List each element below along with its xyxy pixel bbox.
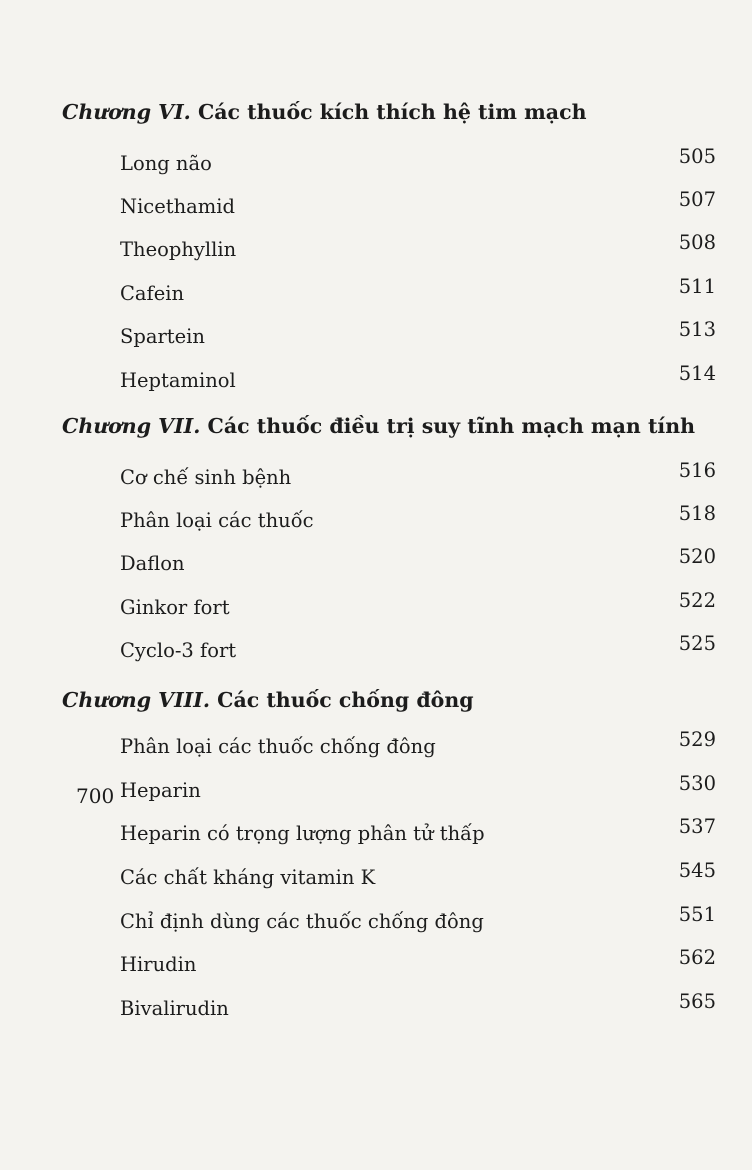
entry-title: Ginkor fort	[120, 596, 230, 619]
chapter-heading	[62, 100, 712, 124]
entry-title: Long não	[120, 152, 212, 175]
entry-title: Cơ chế sinh bệnh	[120, 466, 292, 489]
entry-page: 537	[678, 815, 716, 838]
chapter-title: Các thuốc điều trị suy tĩnh mạch mạn tính	[207, 414, 696, 438]
chapter-title: Các thuốc kích thích hệ tim mạch	[197, 100, 587, 124]
toc-entry	[120, 145, 716, 175]
toc-entry	[120, 990, 716, 1020]
entry-page: 508	[678, 231, 716, 254]
entry-title: Nicethamid	[120, 195, 235, 218]
entry-page: 513	[678, 318, 716, 341]
toc-entry	[120, 946, 716, 976]
chapter-number: Chương VI.	[62, 100, 191, 124]
entry-title: Hirudin	[120, 953, 197, 976]
toc-entry	[120, 589, 716, 619]
entry-page: 522	[678, 589, 716, 612]
entry-title: Các chất kháng vitamin K	[120, 866, 376, 889]
toc-entry	[120, 459, 716, 489]
chapter-title: Các thuốc chống đông	[217, 688, 474, 712]
entry-title: Bivalirudin	[120, 997, 229, 1020]
toc-entry	[120, 632, 716, 662]
entry-page: 551	[678, 903, 716, 926]
toc-entry	[120, 772, 716, 802]
chapter-heading	[62, 688, 712, 712]
toc-entry	[120, 231, 716, 261]
toc-entry	[120, 815, 716, 845]
toc-entry	[120, 859, 716, 889]
entry-title: Theophyllin	[120, 238, 237, 261]
toc-entry	[120, 903, 716, 933]
entry-page: 520	[678, 545, 716, 568]
entry-page: 529	[678, 728, 716, 751]
entry-page: 545	[678, 859, 716, 882]
entry-page: 514	[678, 362, 716, 385]
entry-title: Chỉ định dùng các thuốc chống đông	[120, 910, 484, 933]
entry-title: Spartein	[120, 325, 205, 348]
toc-entry	[120, 318, 716, 348]
chapter-heading	[62, 414, 712, 438]
entry-page: 562	[678, 946, 716, 969]
entry-page: 530	[678, 772, 716, 795]
entry-page: 516	[678, 459, 716, 482]
entry-page: 511	[678, 275, 716, 298]
entry-title: Cyclo-3 fort	[120, 639, 237, 662]
entry-title: Heptaminol	[120, 369, 236, 392]
toc-entry	[120, 545, 716, 575]
entry-title: Cafein	[120, 282, 185, 305]
entry-title: Phân loại các thuốc chống đông	[120, 735, 436, 758]
entry-page: 518	[678, 502, 716, 525]
toc-entry	[120, 502, 716, 532]
page-number: 700	[76, 784, 115, 808]
entry-title: Heparin có trọng lượng phân tử thấp	[120, 822, 485, 845]
toc-entry	[120, 728, 716, 758]
entry-page: 525	[678, 632, 716, 655]
chapter-number: Chương VII.	[62, 414, 201, 438]
chapter-number: Chương VIII.	[62, 688, 210, 712]
entry-page: 565	[678, 990, 716, 1013]
entry-title: Phân loại các thuốc	[120, 509, 314, 532]
entry-page: 505	[678, 145, 716, 168]
entry-title: Heparin	[120, 779, 201, 802]
toc-entry	[120, 188, 716, 218]
toc-entry	[120, 362, 716, 392]
toc-entry	[120, 275, 716, 305]
entry-page: 507	[678, 188, 716, 211]
entry-title: Daflon	[120, 552, 185, 575]
